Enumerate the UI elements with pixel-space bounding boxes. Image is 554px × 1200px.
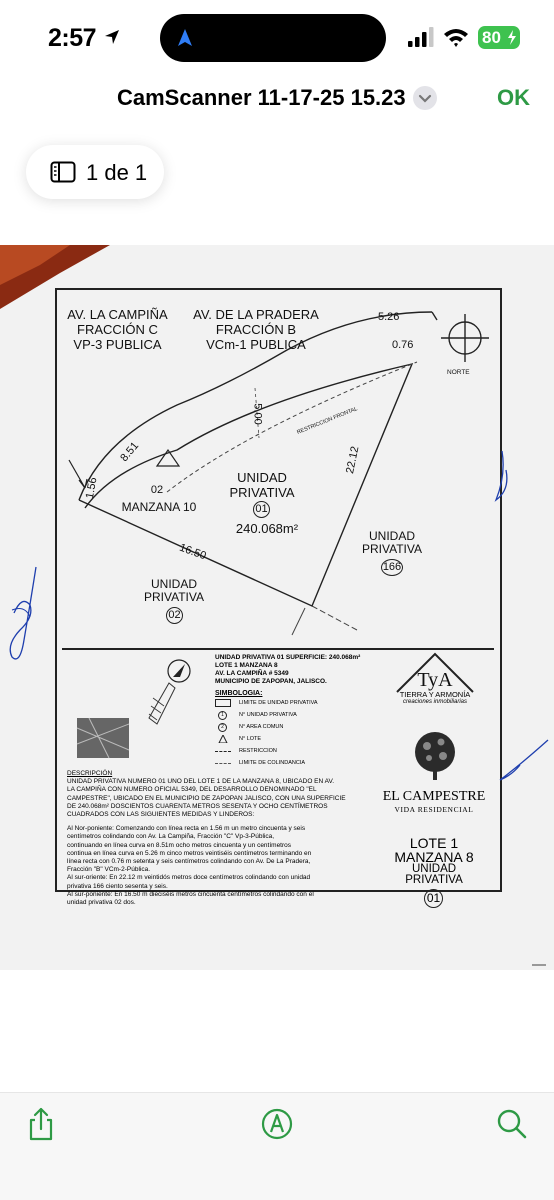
- unit-166-label-line2: PRIVATIVA: [361, 542, 422, 556]
- description-line: privativa 166 ciento sesenta y seis.: [67, 882, 168, 890]
- unit-02-label-line2: PRIVATIVA: [143, 590, 204, 604]
- location-arrow-icon: [103, 28, 121, 46]
- simbologia-title: SIMBOLOGIA:: [215, 690, 263, 697]
- location-sketch: [69, 658, 199, 762]
- manzana-label: MANZANA 10: [121, 500, 197, 514]
- boundary-symbol: [215, 699, 231, 707]
- battery-charging-icon: [507, 30, 517, 45]
- dim-16-50: 16.50: [177, 541, 208, 563]
- page-indicator-label: 1 de 1: [86, 160, 148, 185]
- lote-line: LOTE 1: [409, 835, 459, 851]
- tree-logo-icon: [409, 730, 461, 782]
- search-icon[interactable]: [493, 1105, 531, 1143]
- ok-button[interactable]: OK: [497, 85, 530, 110]
- simbologia-item: RESTRICCION: [215, 745, 383, 757]
- unidad-title: [377, 864, 491, 886]
- wifi-icon: [443, 26, 469, 48]
- dim-1-56: 1.56: [83, 476, 100, 500]
- sidebar-pages-icon: [50, 161, 76, 183]
- navigation-icon: [174, 27, 196, 49]
- dim-8-51: 8.51: [118, 439, 142, 465]
- brand-subtitle: creaciones inmobiliarias: [402, 699, 468, 705]
- cellular-signal-icon: [407, 27, 435, 47]
- simbologia-item: LIMITE DE COLINDANCIA: [215, 757, 383, 769]
- description-line: unidad privativa 02 dos.: [67, 899, 136, 907]
- unit-166-number: 166: [381, 559, 403, 576]
- status-time: 2:57: [48, 24, 97, 52]
- description-line: DE 240.068m² DOSCIENTOS CUARENTA METROS SESENTA Y OCHO CENTÍMETROS: [67, 802, 328, 810]
- circle-symbol: 2: [215, 723, 231, 731]
- campestre-name: EL CAMPESTRE: [382, 789, 486, 804]
- site-plan: [55, 288, 502, 907]
- document-title[interactable]: CamScanner 11-17-25 15.23: [117, 85, 406, 110]
- description-line: continuando en línea curva en 8.51m ocho metros cincuenta y un centímetros: [67, 841, 292, 849]
- info-line: LOTE 1 MANZANA 8: [215, 662, 278, 669]
- brand-name: TIERRA Y ARMONÍA: [399, 690, 471, 699]
- road-a-type: VP-3 PUBLICA: [73, 337, 162, 352]
- unidad-line: UNIDAD: [411, 863, 457, 875]
- unit-02-number: 02: [166, 607, 183, 624]
- north-label: NORTE: [447, 369, 470, 376]
- unidad-number: 01: [424, 889, 443, 908]
- description-line: Al Nor-poniente: Comenzando con línea recta en 1.56 m un metro cincuenta y seis: [67, 825, 306, 833]
- dim-0-76: 0.76: [392, 339, 414, 351]
- info-line: AV. LA CAMPIÑA # 5349: [215, 670, 289, 677]
- unit-01-area: 240.068m²: [235, 521, 299, 536]
- manzana-number: 02: [150, 484, 164, 496]
- lote-title: [377, 836, 491, 864]
- road-b-type: VCm-1 PUBLICA: [206, 337, 306, 352]
- chevron-down-icon: [413, 86, 437, 110]
- unit-01-label-line1: UNIDAD: [237, 470, 287, 485]
- unit-166-label-line1: UNIDAD: [368, 529, 415, 543]
- dim-22-12: 22.12: [344, 445, 362, 475]
- description-line: continua en línea curva en 5.26 m cinco metros veintiséis centímetros terminando en: [67, 849, 312, 857]
- description-line: LA CAMPIÑA CON NUMERO OFICIAL 5349, DEL DESARROLLO DENOMINADO "EL: [67, 786, 317, 794]
- svg-text:TyA: TyA: [417, 669, 453, 691]
- battery-indicator: [478, 26, 520, 49]
- unit-02-label-line1: UNIDAD: [150, 577, 197, 591]
- description-line: CAMPESTRE", UBICADO EN EL MUNICIPIO DE ZAPOPAN JALISCO, CON UNA SUPERFICIE: [67, 794, 346, 802]
- road-b-name: AV. DE LA PRADERA: [193, 307, 319, 322]
- unit-01-label-line2: PRIVATIVA: [229, 485, 295, 500]
- dim-5-26: 5.26: [378, 311, 400, 323]
- dashed-symbol: [215, 751, 231, 752]
- restriccion-frontal-label: RESTRICCION FRONTAL: [296, 406, 359, 436]
- description-line: UNIDAD PRIVATIVA NUMERO 01 UNO DEL LOTE 1 DE LA MANZANA 8, UBICADO EN AV.: [67, 778, 335, 786]
- simbologia-item: 2 N° AREA COMUN: [215, 721, 383, 733]
- description-line: Al sur-oriente: En 22.12 m veintidós metros doce centímetros colindando con unidad: [67, 874, 311, 882]
- status-bar: [0, 0, 554, 76]
- unidad-line: PRIVATIVA: [405, 874, 463, 886]
- circle-symbol: 1: [215, 711, 231, 719]
- page-indicator[interactable]: [26, 145, 164, 199]
- share-icon[interactable]: [22, 1105, 60, 1143]
- unit-info-block: [215, 654, 383, 769]
- markup-icon[interactable]: [258, 1105, 296, 1143]
- simbologia-item: N° LOTE: [215, 733, 383, 745]
- bottom-toolbar: [0, 1092, 554, 1200]
- simbologia-item: LIMITE DE UNIDAD PRIVATIVA: [215, 697, 383, 709]
- description-line: Fracción "B" VCm-2-Pública.: [67, 866, 150, 874]
- info-line: MUNICIPIO DE ZAPOPAN, JALISCO.: [215, 678, 327, 685]
- scanned-document[interactable]: [0, 245, 554, 970]
- campestre-subtitle: VIDA RESIDENCIAL: [394, 805, 474, 814]
- description-line: centímetros colindando con Av. La Campiña, Fracción "C" Vp-3-Pública,: [67, 833, 275, 841]
- description-block: [67, 770, 367, 907]
- info-line: UNIDAD PRIVATIVA 01 SUPERFICIE: 240.068m²: [215, 654, 361, 661]
- legend-divider: [62, 648, 494, 650]
- triangle-symbol: [215, 735, 231, 743]
- description-heading: DESCRIPCIÓN: [67, 770, 113, 777]
- road-b-fraction: FRACCIÓN B: [215, 322, 297, 337]
- description-line: Al sur-poniente: En 16.50 m dieciséis metros cincuenta centímetros colindando con el: [67, 890, 314, 898]
- dim-5-00: 5.00: [251, 403, 264, 425]
- page-mark: [532, 964, 546, 966]
- road-a-name: AV. LA CAMPIÑA: [67, 307, 168, 322]
- dashdot-symbol: [215, 763, 231, 764]
- title-menu-button[interactable]: [413, 86, 437, 110]
- description-line: línea recta con 0.76 m setenta y seis centímetros colindando con Av. De La Pradera,: [67, 858, 311, 866]
- lote-line: MANZANA 8: [394, 849, 474, 865]
- road-a-fraction: FRACCIÓN C: [77, 322, 158, 337]
- unit-01-number: 01: [253, 501, 270, 518]
- battery-level: 80: [482, 28, 501, 47]
- simbologia-item: 1 N° UNIDAD PRIVATIVA: [215, 709, 383, 721]
- description-line: CUADRADOS CON LAS SIGUIENTES MEDIDAS Y LINDEROS:: [67, 811, 255, 819]
